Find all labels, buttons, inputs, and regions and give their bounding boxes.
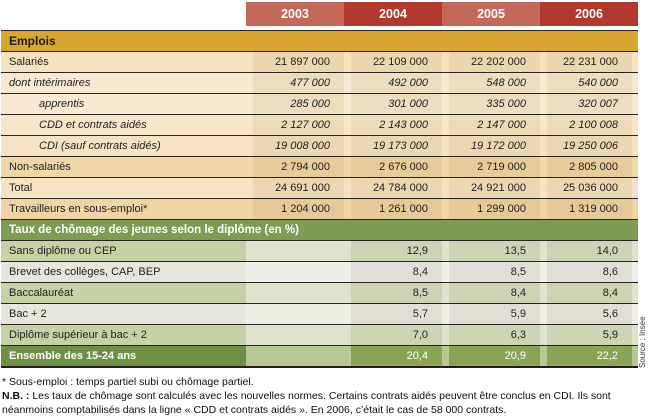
footnotes: [2, 375, 647, 417]
value-cell: 19 250 006: [540, 136, 638, 156]
value-cell: 20,4: [344, 346, 442, 366]
value-cell: [246, 283, 344, 303]
footnote-nb: [2, 389, 647, 417]
value-cell: 6,3: [442, 325, 540, 345]
table-row-ensemble-15-24: [1, 345, 638, 366]
table-row-salaries: [1, 51, 638, 72]
value-cell: 24 784 000: [344, 178, 442, 198]
year-header-2005: 2005: [442, 2, 540, 26]
value-cell: 19 173 000: [344, 136, 442, 156]
year-header-2006: 2006: [540, 2, 638, 26]
table-row-interimaires: [1, 72, 638, 93]
row-label: Ensemble des 15-24 ans: [1, 346, 246, 366]
value-cell: 13,5: [442, 241, 540, 261]
row-label: Brevet des collèges, CAP, BEP: [1, 262, 246, 282]
row-label: apprentis: [39, 98, 85, 110]
value-cell: 24 921 000: [442, 178, 540, 198]
value-cell: 12,9: [344, 241, 442, 261]
value-cell: 2 719 000: [442, 157, 540, 177]
value-cell: 8,4: [540, 283, 638, 303]
value-cell: 1 261 000: [344, 199, 442, 219]
value-cell: [246, 346, 344, 366]
value-cell: 477 000: [246, 73, 344, 93]
table-row-baccalaureat: [1, 282, 638, 303]
value-cell: 8,6: [540, 262, 638, 282]
value-cell: 19 008 000: [246, 136, 344, 156]
footnote-nb-text: Les taux de chômage sont calculés avec les nouvelles normes. Certains contrats aidés peuvent être conclus en CDI. Ils sont néanmoins comptabilisés dans la ligne « CDD et contrats aidés ». En 2006, c’était le cas de 58 000 contrats.: [2, 390, 611, 416]
value-cell: 24 691 000: [246, 178, 344, 198]
row-label: Bac + 2: [1, 304, 246, 324]
table-row-brevet: [1, 261, 638, 282]
value-cell: 8,4: [344, 262, 442, 282]
value-cell: 22 231 000: [540, 52, 638, 72]
value-cell: 2 143 000: [344, 115, 442, 135]
section-header-taux-chomage: Taux de chômage des jeunes selon le diplôme (en %): [1, 219, 638, 240]
value-cell: [246, 304, 344, 324]
value-cell: 8,5: [442, 262, 540, 282]
table-row-cdi: [1, 135, 638, 156]
value-cell: 335 000: [442, 94, 540, 114]
value-cell: 320 007: [540, 94, 638, 114]
value-cell: 5,6: [540, 304, 638, 324]
employment-table: [1, 2, 638, 368]
value-cell: 14,0: [540, 241, 638, 261]
section-header-emplois: Emplois: [1, 30, 638, 51]
value-cell: 2 127 000: [246, 115, 344, 135]
value-cell: 20,9: [442, 346, 540, 366]
value-cell: 2 147 000: [442, 115, 540, 135]
value-cell: [246, 262, 344, 282]
value-cell: 8,4: [442, 283, 540, 303]
row-label: CDI (sauf contrats aidés): [39, 140, 161, 152]
value-cell: 540 000: [540, 73, 638, 93]
row-label: Baccalauréat: [1, 283, 246, 303]
value-cell: 5,7: [344, 304, 442, 324]
value-cell: 8,5: [344, 283, 442, 303]
value-cell: 492 000: [344, 73, 442, 93]
value-cell: 2 676 000: [344, 157, 442, 177]
source-credit: Source : Insee: [638, 316, 647, 368]
year-header-2004: 2004: [344, 2, 442, 26]
table-row-apprentis: [1, 93, 638, 114]
value-cell: 1 299 000: [442, 199, 540, 219]
value-cell: 548 000: [442, 73, 540, 93]
table-row-total: [1, 177, 638, 198]
footnote-sous-emploi: * Sous-emploi : temps partiel subi ou chômage partiel.: [2, 376, 254, 388]
row-label: Sans diplôme ou CEP: [1, 241, 246, 261]
table-row-cdd: [1, 114, 638, 135]
value-cell: 19 172 000: [442, 136, 540, 156]
value-cell: 285 000: [246, 94, 344, 114]
value-cell: 5,9: [442, 304, 540, 324]
value-cell: [246, 325, 344, 345]
row-label: Total: [9, 182, 33, 194]
value-cell: 2 805 000: [540, 157, 638, 177]
row-label: Travailleurs en sous-emploi*: [9, 203, 148, 215]
value-cell: 21 897 000: [246, 52, 344, 72]
value-cell: [246, 241, 344, 261]
value-cell: 25 036 000: [540, 178, 638, 198]
row-label: Diplôme supérieur à bac + 2: [1, 325, 246, 345]
table-row-diplome-superieur: [1, 324, 638, 345]
row-label: Non-salariés: [9, 161, 71, 173]
row-label: dont intérimaires: [9, 77, 91, 89]
value-cell: 2 100 008: [540, 115, 638, 135]
value-cell: 7,0: [344, 325, 442, 345]
table-row-sous-emploi: [1, 198, 638, 219]
value-cell: 2 794 000: [246, 157, 344, 177]
row-label: CDD et contrats aidés: [39, 119, 147, 131]
value-cell: 22,2: [540, 346, 638, 366]
year-header-2003: 2003: [246, 2, 344, 26]
value-cell: 301 000: [344, 94, 442, 114]
value-cell: 1 204 000: [246, 199, 344, 219]
value-cell: 22 109 000: [344, 52, 442, 72]
value-cell: 5,9: [540, 325, 638, 345]
year-header-row: [1, 2, 638, 26]
year-header-spacer: [1, 2, 246, 26]
table-row-bac-plus-2: [1, 303, 638, 324]
value-cell: 22 202 000: [442, 52, 540, 72]
table-row-sans-diplome: [1, 240, 638, 261]
row-label: Salariés: [9, 56, 49, 68]
footnote-nb-label: N.B. :: [2, 390, 30, 402]
value-cell: 1 319 000: [540, 199, 638, 219]
table-row-non-salaries: [1, 156, 638, 177]
